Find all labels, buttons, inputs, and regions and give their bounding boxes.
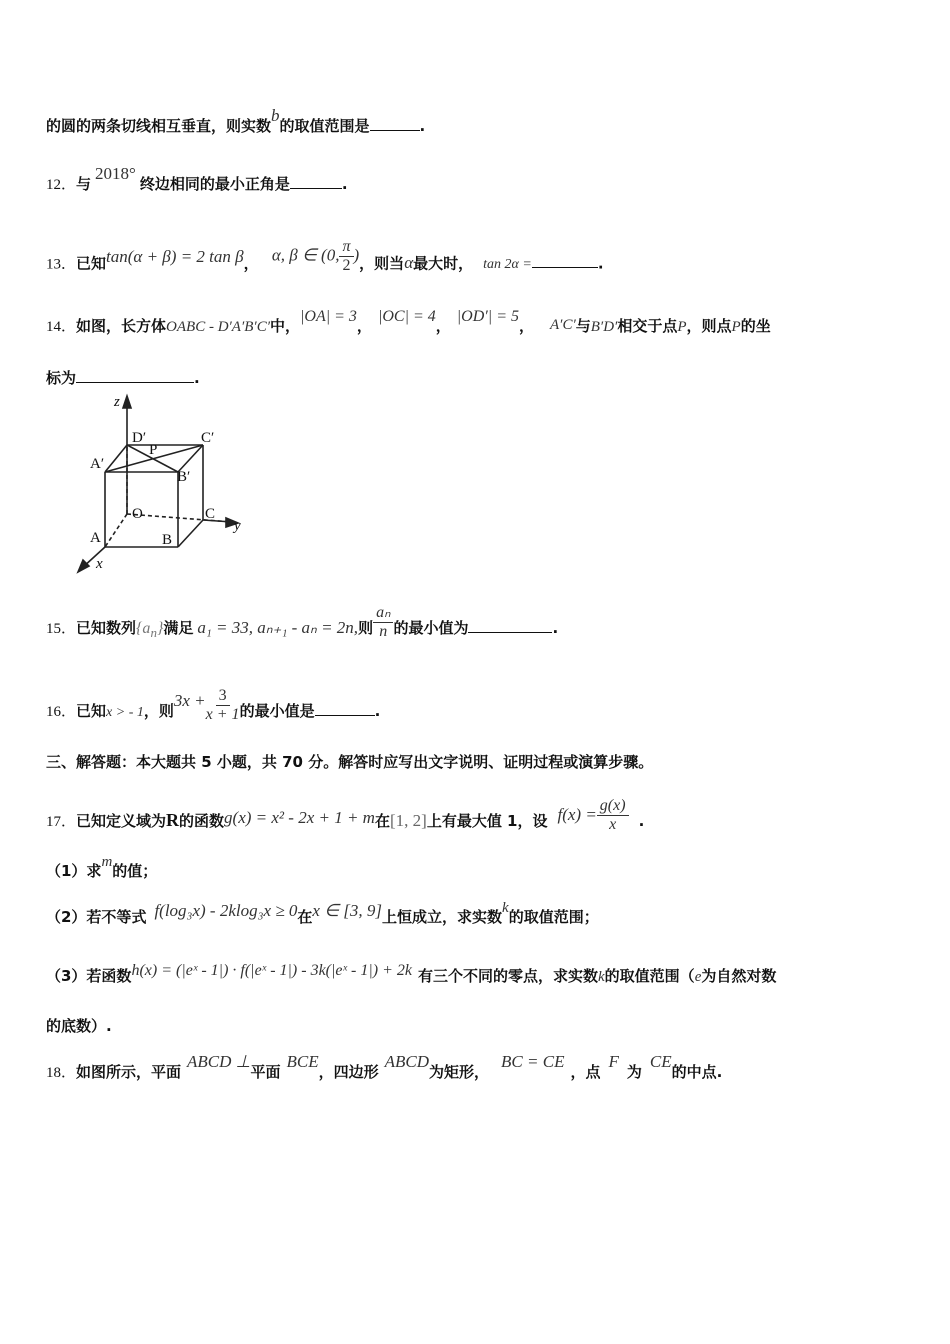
answer-blank — [76, 368, 194, 383]
q17-set-r: R — [166, 810, 180, 830]
q17-2-range: x ∈ [3, 9] — [312, 901, 383, 920]
q14-od: |OD′| = 5 — [456, 308, 519, 325]
q15-text-then: 则 — [358, 619, 374, 637]
z-arrow — [123, 396, 131, 408]
q17-interval: [1, 2] — [389, 811, 427, 830]
comma: ， — [243, 254, 259, 273]
label-z: z — [114, 394, 120, 410]
label-y: y — [234, 518, 241, 534]
q14-text-mid: 中， — [269, 317, 300, 335]
q17-part-2 — [46, 900, 910, 928]
q13-text-mid2: 最大时， — [413, 254, 474, 273]
q14-text-point: ，则点 — [686, 317, 732, 335]
answer-blank — [315, 701, 375, 716]
x-axis — [105, 514, 127, 547]
period: . — [597, 254, 604, 273]
q14-text-post: 的坐 — [740, 317, 771, 335]
q15-text-post: 的最小值为 — [393, 619, 469, 637]
q17-1-text-post: 的值； — [112, 862, 158, 880]
label-a1: A′ — [90, 456, 105, 472]
q18-plane-abcd: ABCD ⊥ — [187, 1052, 251, 1071]
question-number: 14． — [46, 319, 77, 335]
q17-part-3-line2: 的底数）. — [46, 1017, 112, 1035]
q17-2-text: （2）若不等式 — [46, 908, 147, 926]
q17-3-text-post: 有三个不同的零点，求实数 — [417, 967, 598, 985]
q17-2-text-in: 在 — [297, 908, 313, 926]
q18-text-point: ，点 — [570, 1063, 601, 1081]
label-a: A — [90, 530, 101, 546]
label-b: B — [162, 532, 173, 548]
q18-segment-ce: CE — [649, 1052, 672, 1071]
period: . — [552, 619, 559, 637]
q17-1-text: （1）求 — [46, 862, 102, 880]
question-15 — [46, 604, 910, 647]
q17-3-var-k: k — [598, 969, 605, 985]
q14-text-line2: 标为 — [46, 369, 77, 387]
q12-text: 与 — [76, 175, 92, 193]
q17-part-3 — [46, 962, 910, 987]
q14-point-p2: P — [731, 319, 741, 335]
q17-fraction: $\frac{g(x)}{x}$ — [597, 797, 629, 834]
q18-text: 如图所示，平面 — [76, 1063, 182, 1081]
q14-oa: |OA| = 3 — [300, 308, 357, 325]
answer-blank — [370, 116, 420, 131]
answer-blank — [468, 618, 552, 633]
q18-text-plane: 平面 — [250, 1063, 281, 1081]
period: . — [419, 117, 426, 135]
q11-text: 的圆的两条切线相互垂直，则实数 — [46, 117, 272, 135]
comma: ， — [356, 317, 372, 335]
question-number: 12． — [46, 177, 77, 193]
edge-a1d1 — [105, 445, 127, 472]
q13-target: tan 2α = — [483, 257, 532, 273]
question-16 — [46, 687, 910, 730]
q12-text-post: 终边相同的最小正角是 — [139, 175, 290, 193]
q18-text-post: 的中点. — [671, 1063, 723, 1081]
q17-text: 已知定义域为 — [76, 812, 167, 830]
q18-text-is: 为 — [626, 1063, 642, 1081]
q16-condition: x > - 1 — [106, 705, 144, 720]
q17-2-text-post2: 的取值范围； — [508, 908, 599, 926]
cuboid-figure — [70, 390, 260, 580]
q16-text-mid: ，则 — [143, 702, 174, 720]
question-14 — [46, 308, 910, 337]
q14-ac: A′C′ — [550, 317, 576, 333]
q13-alpha: α — [404, 253, 414, 273]
question-18 — [46, 1052, 910, 1083]
q16-fraction: $\frac{3}{x + 1}$ — [205, 687, 240, 723]
period: . — [341, 175, 348, 193]
q17-text-mid2: 上有最大值 1，设 — [426, 812, 548, 830]
comma: ， — [435, 317, 451, 335]
q15-fraction: $\frac{\text{aₙ}}{n}$ — [373, 604, 393, 641]
q17-text-mid: 的函数 — [179, 812, 225, 830]
q18-plane-bce: BCE — [286, 1052, 319, 1071]
q17-3-text: （3）若函数 — [46, 967, 132, 985]
q13-text-mid: ，则当 — [359, 254, 405, 273]
q15-text: 已知数列 — [76, 619, 137, 637]
q17-part-1 — [46, 854, 910, 882]
q16-expression: 3x + — [173, 691, 206, 710]
q15-recurrence: a₁ = 33, aₙ₊₁ - aₙ = 2n, — [197, 618, 359, 637]
question-12 — [46, 164, 910, 195]
question-number: 13． — [46, 256, 77, 273]
q18-text-mid2: ，四边形 — [318, 1063, 379, 1081]
label-o: O — [132, 506, 143, 522]
q16-text: 已知 — [76, 702, 107, 720]
q13-equation: tan(α + β) = 2 tan β — [106, 247, 244, 267]
q13-domain: α, β ∈ (0, $\frac{\pi}{2}$ ) — [271, 238, 360, 274]
label-c1: C′ — [201, 430, 215, 446]
q14-text-intersect: 相交于点 — [617, 317, 678, 335]
q13-text: 已知 — [76, 254, 107, 273]
q18-equal: BC = CE — [501, 1052, 565, 1071]
x-arrow — [78, 560, 89, 572]
question-number: 15． — [46, 621, 77, 637]
period: . — [638, 812, 645, 830]
label-p: P — [149, 442, 158, 458]
q17-3-text-post3: 为自然对数 — [701, 967, 777, 985]
question-14-line2 — [46, 368, 910, 388]
q18-text-mid3: 为矩形， — [429, 1063, 490, 1081]
label-d1: D′ — [132, 430, 147, 446]
label-b1: B′ — [177, 469, 191, 485]
q18-point-f: F — [608, 1052, 619, 1071]
question-number: 18． — [46, 1065, 77, 1081]
q14-bd: B′D′ — [590, 319, 618, 335]
q17-2-inequality: f(log₃x) - 2klog₃x ≥ 0 — [154, 901, 298, 920]
question-13 — [46, 238, 910, 283]
q14-point-p: P — [677, 319, 687, 335]
q14-solid: OABC - D′A′B′C′ — [166, 319, 270, 335]
edge-bc — [178, 520, 203, 547]
period: . — [194, 369, 200, 387]
q16-text-post: 的最小值是 — [239, 702, 315, 720]
question-17 — [46, 797, 910, 840]
q17-2-var-k: k — [502, 900, 509, 916]
q17-1-var-m: m — [101, 854, 113, 870]
answer-blank — [532, 253, 598, 268]
label-x: x — [96, 556, 103, 572]
question-number: 17． — [46, 814, 77, 830]
q11-tail-line — [46, 106, 910, 136]
q18-quad-abcd: ABCD — [384, 1052, 430, 1071]
q17-text-in: 在 — [374, 812, 390, 830]
q15-text-mid: 满足 — [163, 619, 194, 637]
q11-text-post: 的取值范围是 — [279, 117, 370, 135]
q12-angle: 2018° — [95, 164, 136, 183]
q14-text-with: 与 — [575, 317, 591, 335]
label-c: C — [205, 506, 216, 522]
q17-2-text-post: 上恒成立，求实数 — [382, 908, 503, 926]
question-number: 16． — [46, 704, 77, 720]
q14-text: 如图，长方体 — [76, 317, 167, 335]
q17-3-hx: h(x) = (|eˣ - 1|) · f(|eˣ - 1|) - 3k(|eˣ - 1|) + 2k — [131, 962, 412, 979]
q17-fx: f(x) = — [557, 805, 597, 824]
q15-sequence: $\{a_n\}$ — [136, 620, 164, 641]
period: . — [374, 702, 381, 720]
q17-3-var-e: e — [694, 969, 702, 985]
q14-oc: |OC| = 4 — [377, 308, 436, 325]
comma: ， — [518, 317, 534, 335]
q17-gx: g(x) = x² - 2x + 1 + m — [224, 808, 375, 827]
q17-3-text-post2: 的取值范围（ — [604, 967, 695, 985]
answer-blank — [290, 174, 342, 189]
section-3-heading: 三、解答题：本大题共 5 小题，共 70 分。解答时应写出文字说明、证明过程或演算步骤。 — [46, 753, 654, 771]
q11-var-b: b — [271, 106, 280, 125]
